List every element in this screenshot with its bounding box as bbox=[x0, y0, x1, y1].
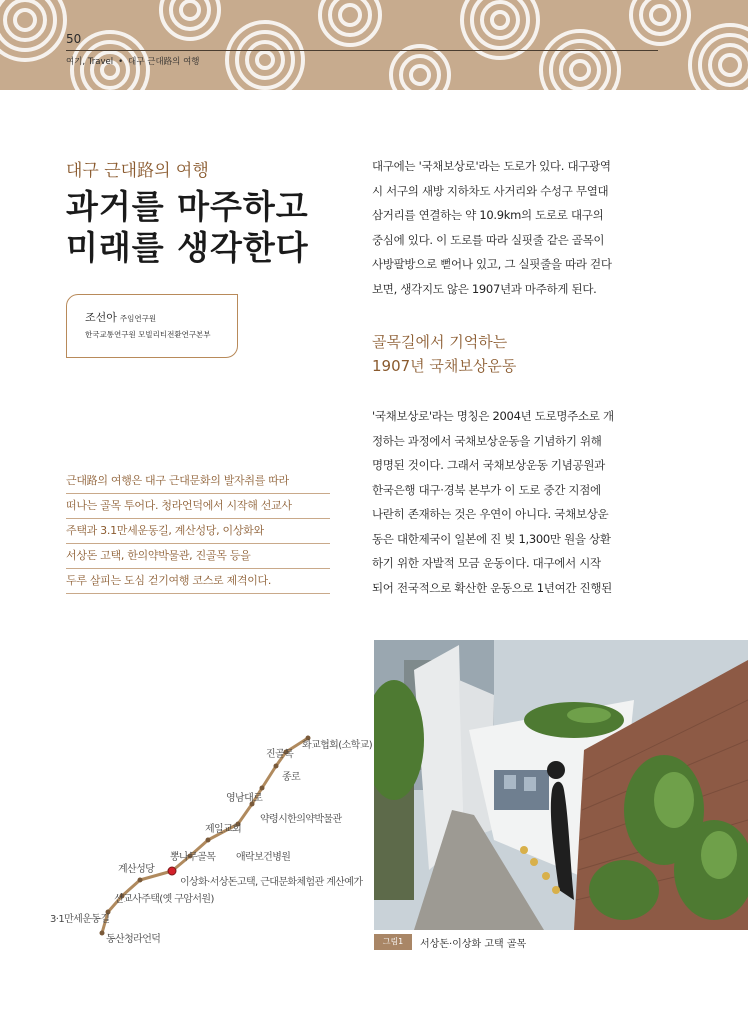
figure-caption: 서상돈·이상화 고택 골목 bbox=[420, 939, 527, 950]
body-line: 동은 대한제국이 일본에 진 빚 1,300만 원을 상환 bbox=[372, 531, 611, 546]
body-line: 나란히 존재하는 것은 우연이 아니다. 국채보상운 bbox=[372, 507, 609, 521]
body-line: 시 서구의 새방 지하차도 사거리와 수성구 무열대 bbox=[372, 183, 609, 198]
route-map bbox=[40, 700, 373, 950]
map-label: 종로 bbox=[282, 772, 301, 783]
title-line: 과거를 마주하고 bbox=[66, 187, 309, 226]
stop-dot bbox=[100, 931, 105, 936]
map-label: 진골목 bbox=[266, 749, 294, 760]
subhead-line: 골목길에서 기억하는 bbox=[372, 333, 508, 351]
map-label: 선교사주택(옛 구암서원) bbox=[114, 894, 214, 905]
author-org: 한국교통연구원 모빌리티전환연구본부 bbox=[85, 330, 211, 339]
map-label: 이상화·서상돈고택, 근대문화체험관 계산예가 bbox=[180, 877, 363, 888]
body-line: 명명된 것이다. 그래서 국채보상운동 기념공원과 bbox=[372, 458, 605, 472]
author-role: 주임연구원 bbox=[119, 314, 157, 323]
intro-line: 주택과 3.1만세운동길, 계산성당, 이상화와 bbox=[66, 519, 330, 544]
header-separator: • bbox=[118, 57, 124, 67]
intro-line: 근대路의 여행은 대구 근대문화의 발자취를 따라 bbox=[66, 469, 330, 494]
intro-line: 떠나는 골목 투어다. 청라언덕에서 시작해 선교사 bbox=[66, 494, 330, 519]
body-line: 보면, 생각지도 않은 1907년과 마주하게 된다. bbox=[372, 281, 597, 296]
body-paragraph-1 bbox=[372, 154, 660, 301]
article-title bbox=[66, 186, 309, 268]
intro-line: 서상돈 고택, 한의약박물관, 진골목 등을 bbox=[66, 544, 330, 569]
intro-line: 두루 살피는 도심 걷기여행 코스로 제격이다. bbox=[66, 569, 330, 594]
alley-photo bbox=[374, 640, 748, 930]
header-band bbox=[0, 0, 748, 90]
stop-dot bbox=[138, 878, 143, 883]
map-label: 약령시한의약박물관 bbox=[260, 814, 342, 825]
stop-dot bbox=[206, 838, 211, 843]
map-label: 3·1만세운동길 bbox=[50, 914, 110, 925]
body-line: 대구에는 '국채보상로'라는 도로가 있다. 대구광역 bbox=[372, 159, 611, 173]
section-subheading bbox=[372, 330, 516, 378]
body-line: '국채보상로'라는 명칭은 2004년 도로명주소로 개 bbox=[372, 409, 614, 423]
header-rule bbox=[66, 50, 658, 51]
running-header bbox=[66, 55, 200, 67]
current-stop-marker bbox=[168, 867, 176, 875]
map-label: 제일교회 bbox=[205, 824, 242, 835]
subhead-line: 1907년 국채보상운동 bbox=[372, 357, 517, 375]
map-label: 계산성당 bbox=[118, 864, 155, 875]
author-box bbox=[66, 294, 238, 358]
body-line: 삼거리를 연결하는 약 10.9km의 도로로 대구의 bbox=[372, 208, 604, 222]
body-paragraph-2 bbox=[372, 404, 660, 600]
intro-summary bbox=[66, 469, 330, 594]
map-label: 애락보건병원 bbox=[236, 852, 291, 863]
figure-tag: 그림1 bbox=[374, 934, 412, 950]
map-label: 동산청라언덕 bbox=[106, 934, 161, 945]
body-line: 한국은행 대구·경북 본부가 이 도로 중간 지점에 bbox=[372, 482, 601, 497]
author-name-line bbox=[85, 309, 156, 325]
swirl-pattern-icon bbox=[0, 0, 748, 90]
stop-dot bbox=[274, 764, 279, 769]
title-line: 미래를 생각한다 bbox=[66, 228, 309, 267]
article-kicker: 대구 근대路의 여행 bbox=[66, 161, 209, 181]
body-line: 하기 위한 자발적 모금 운동이다. 대구에서 시작 bbox=[372, 556, 601, 570]
map-label: 뽕나무골목 bbox=[170, 852, 216, 863]
body-line: 중심에 있다. 이 도로를 따라 실핏줄 같은 골목이 bbox=[372, 232, 605, 247]
article-name: 대구 근대路의 여행 bbox=[128, 57, 200, 67]
page-number: 50 bbox=[66, 32, 82, 46]
author-name: 조선아 bbox=[85, 311, 117, 324]
body-line: 되어 전국적으로 확산한 운동으로 1년여간 진행된 bbox=[372, 580, 612, 595]
map-label: 영남대로 bbox=[226, 793, 263, 804]
body-line: 사방팔방으로 뻗어나 있고, 그 실핏줄을 따라 걷다 bbox=[372, 257, 612, 271]
body-line: 정하는 과정에서 국채보상운동을 기념하기 위해 bbox=[372, 433, 602, 448]
section-name: 여기, Travel bbox=[66, 57, 114, 67]
alley-photo-image bbox=[374, 640, 748, 930]
map-label: 화교협회(소학교) bbox=[302, 740, 373, 751]
